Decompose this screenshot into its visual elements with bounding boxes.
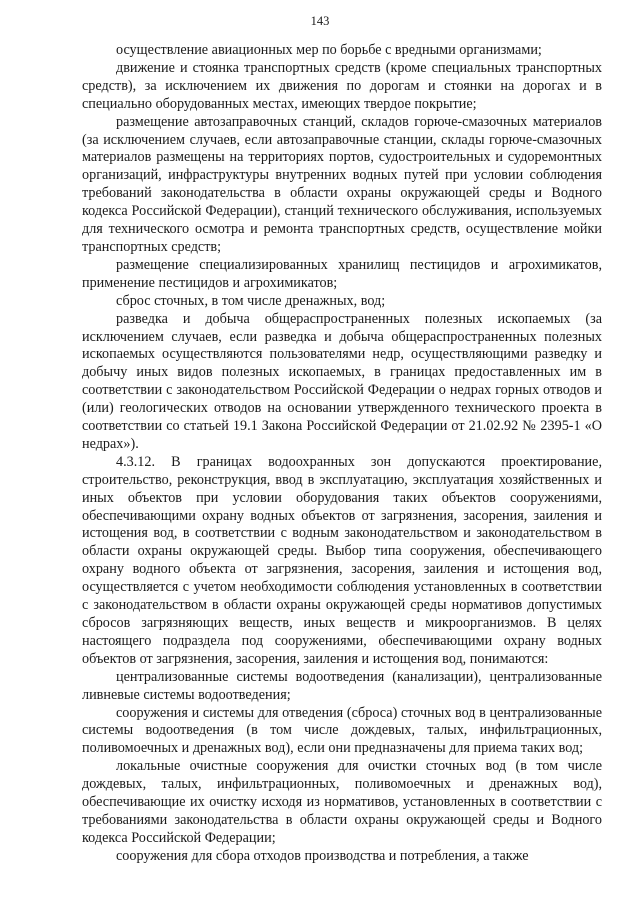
paragraph-fuel-stations: размещение автозаправочных станций, складов горюче-смазочных материалов (за исключением случаев, если автозаправочные станции, склады горюче-смазочных материалов размещены на территориях портов, судостроительных и судоремонтных организаций, инфраструктуры внутренних водных путей при условии соблюдения требований законодательства в области охраны окружающей среды и Водного кодекса Российской Федерации), станций технического обслуживания, используемых для технического осмотра и ремонта транспортных средств, осуществление мойки транспортных средств; <box>82 113 602 255</box>
paragraph-section-4-3-12: 4.3.12. В границах водоохранных зон допускаются проектирование, строительство, реконструкция, ввод в эксплуатацию, эксплуатация хозяйственных и иных объектов при условии оборудования таких объектов сооружениями, обеспечивающими охрану водных объектов от загрязнения, засорения, заиления и истощения вод, в соответствии с водным законодательством и законодательством в области охраны окружающей среды. Выбор типа сооружения, обеспечивающего охрану водного объекта от загрязнения, засорения, заиления и истощения вод, осуществляется с учетом необходимости соблюдения установленных в соответствии с законодательством в области охраны окружающей среды нормативов допустимых сбросов загрязняющих веществ, иных веществ и микроорганизмов. В целях настоящего подраздела под сооружениями, обеспечивающими охрану водных объектов от загрязнения, засорения, заиления и истощения вод, понимаются: <box>82 453 602 667</box>
document-body <box>82 42 602 866</box>
paragraph-wastewater-discharge: сброс сточных, в том числе дренажных, вод; <box>116 292 386 309</box>
paragraph-waste-collection: сооружения для сбора отходов производства и потребления, а также <box>116 847 529 864</box>
paragraph-centralized-drainage: централизованные системы водоотведения (канализации), централизованные ливневые системы водоотведения; <box>82 668 602 703</box>
paragraph-vehicle-movement: движение и стоянка транспортных средств (кроме специальных транспортных средств), за исключением их движения по дорогам и стоянки на дорогах и в специально оборудованных местах, имеющих твердое покрытие; <box>82 59 602 112</box>
paragraph-mineral-extraction: разведка и добыча общераспространенных полезных ископаемых (за исключением случаев, если разведка и добыча общераспространенных полезных ископаемых осуществляются пользователями недр, осуществляющими разведку и добычу иных видов полезных ископаемых, в границах предоставленных им в соответствии с законодательством Российской Федерации о недрах горных отводов и (или) геологических отводов на основании утвержденного технического проекта в соответствии со статьей 19.1 Закона Российской Федерации от 21.02.92 № 2395-1 «О недрах»). <box>82 310 602 452</box>
paragraph-local-treatment: локальные очистные сооружения для очистки сточных вод (в том числе дождевых, талых, инфильтрационных, поливомоечных и дренажных вод), обеспечивающие их очистку исходя из нормативов, установленных в соответствии с требованиями законодательства в области охраны окружающей среды и Водного кодекса Российской Федерации; <box>82 758 602 846</box>
paragraph-pesticide-storage: размещение специализированных хранилищ пестицидов и агрохимикатов, применение пестицидов и агрохимикатов; <box>82 256 602 291</box>
paragraph-aviation-measures: осуществление авиационных мер по борьбе с вредными организмами; <box>116 42 542 58</box>
page-number: 143 <box>310 14 330 28</box>
paragraph-wastewater-systems: сооружения и системы для отведения (сброса) сточных вод в централизованные системы водоотведения (в том числе дождевых, талых, инфильтрационных, поливомоечных и дренажных вод), если они предназначены для приема таких вод; <box>82 704 602 757</box>
